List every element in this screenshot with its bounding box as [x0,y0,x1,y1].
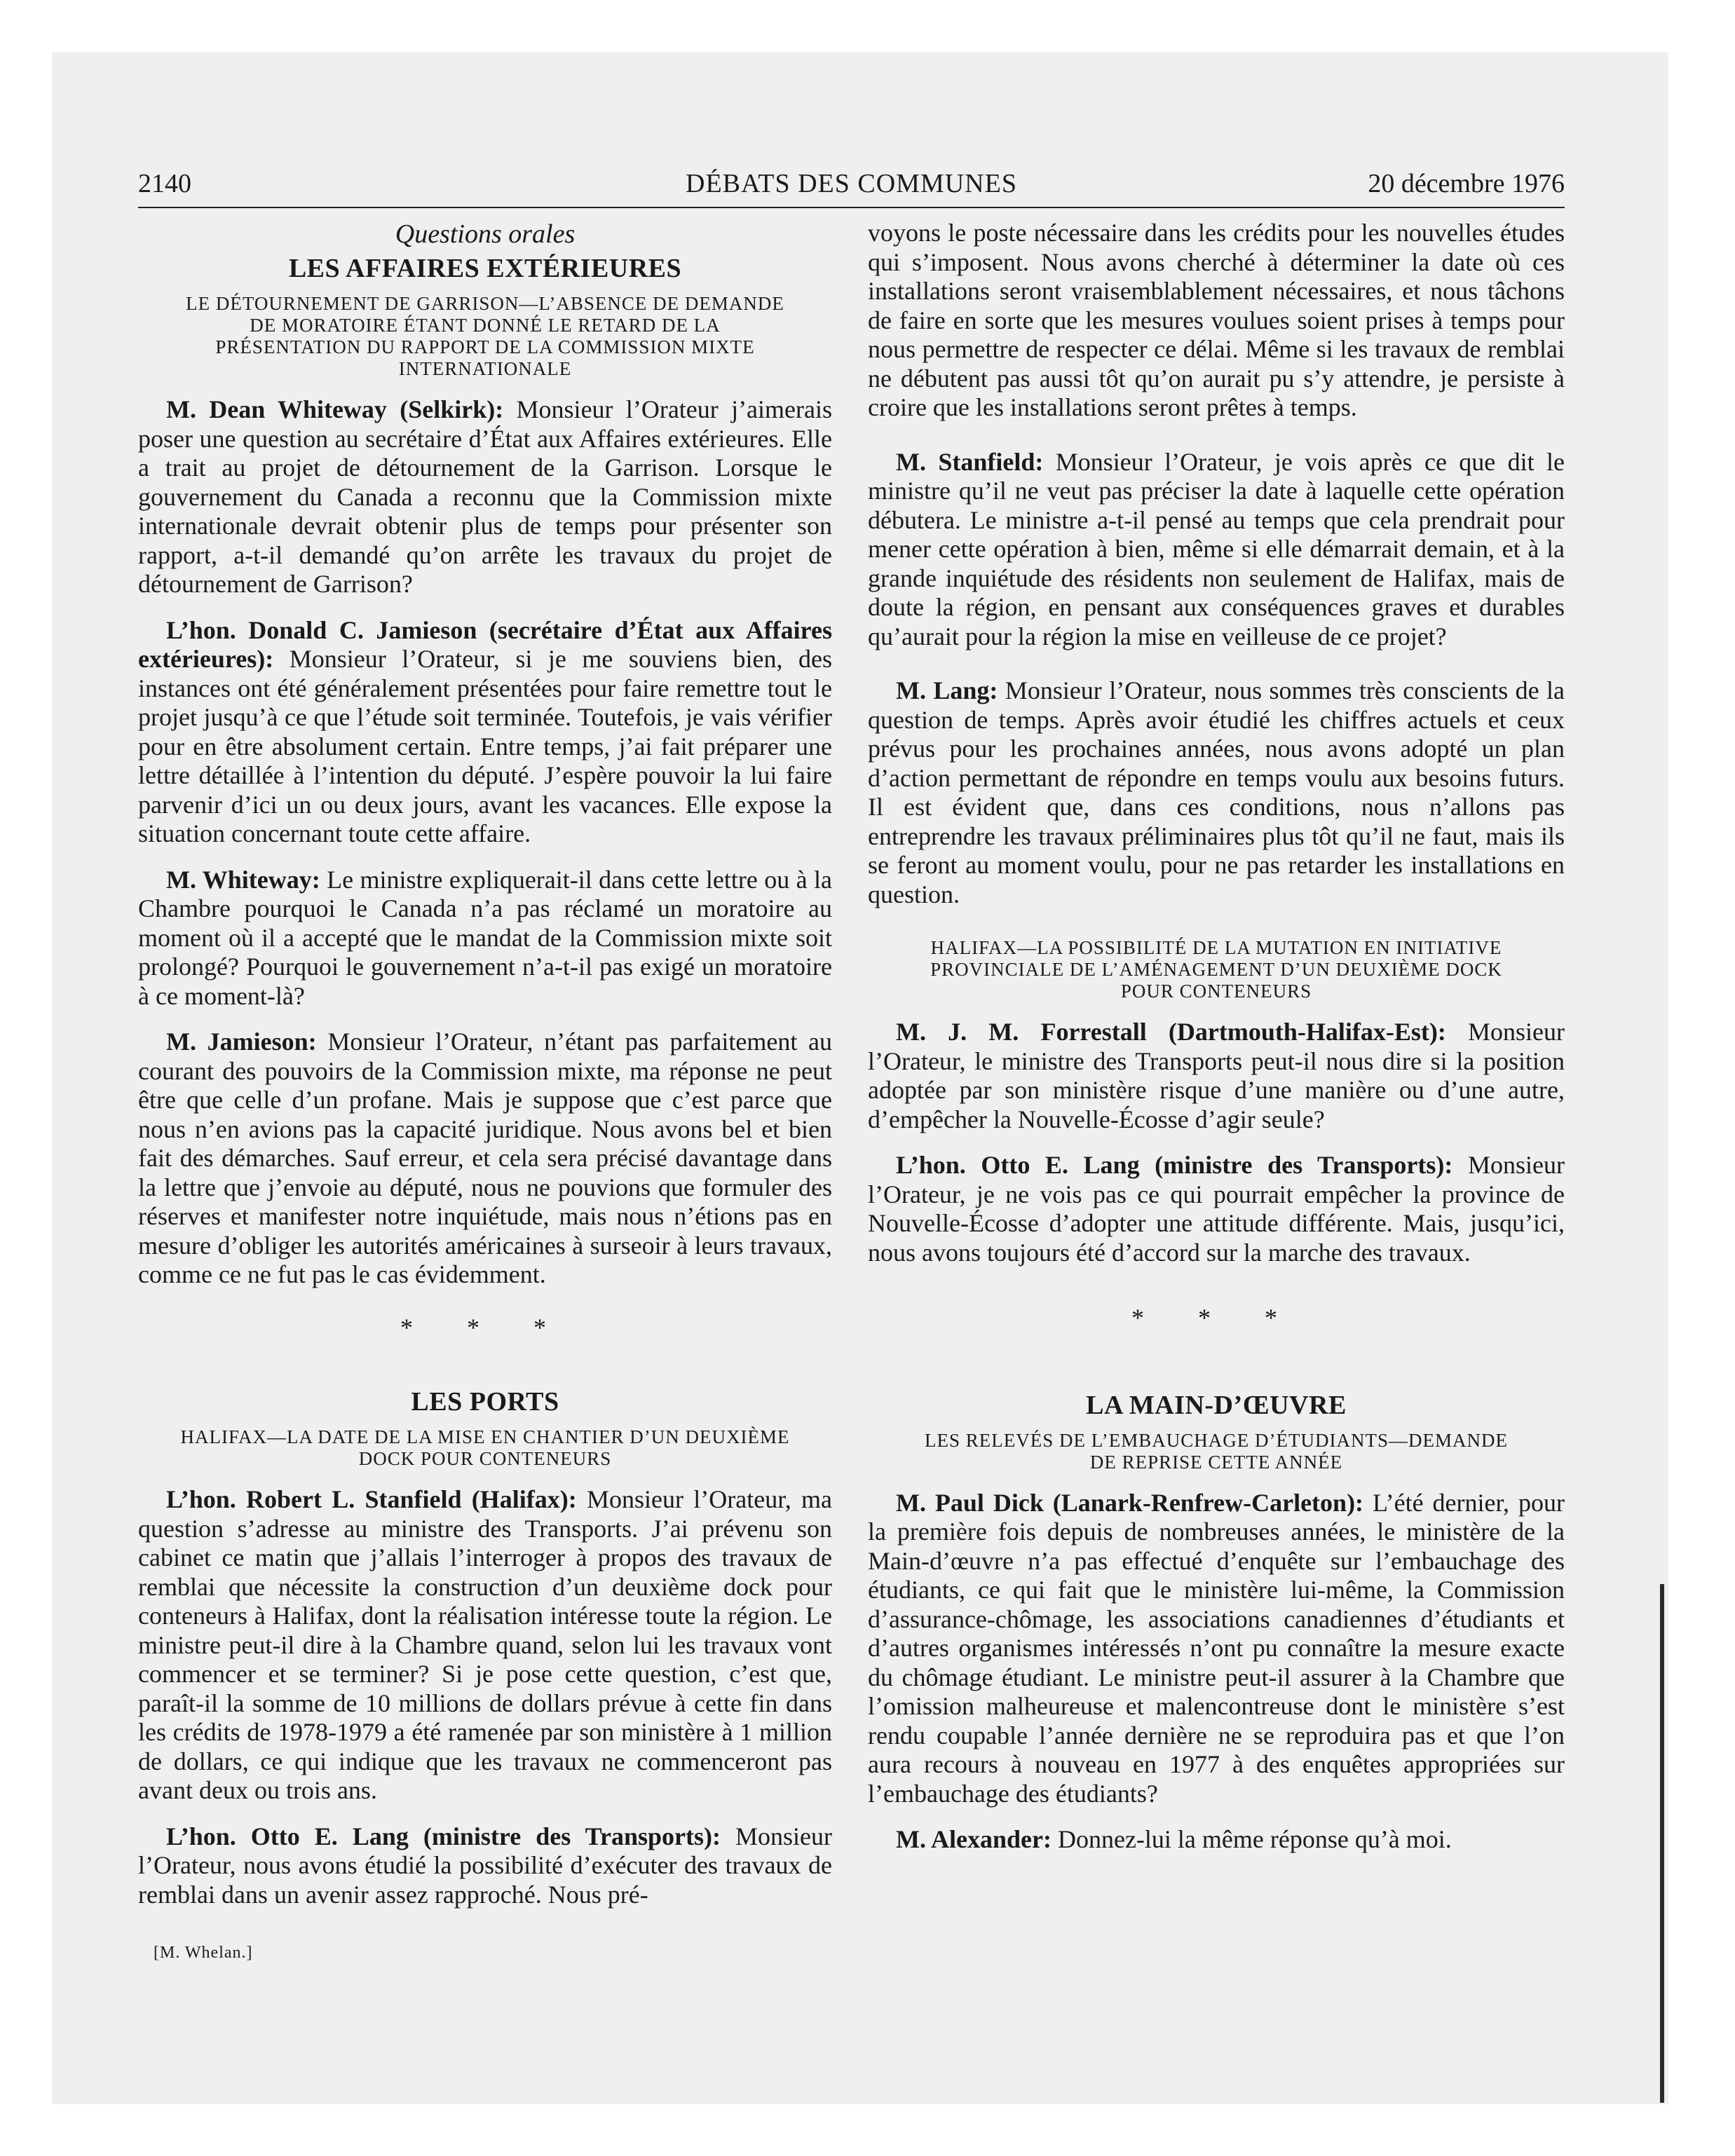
header-rule [138,207,1565,208]
speech-text: Monsieur l’Orateur, je ne vois pas ce qui pourrait empêcher la province de Nouvelle-Écosse d’adopter une attitude différente. Mais, jusqu’ici, nous avons toujours été d’accord sur la marche des travaux. [868,1151,1565,1267]
speaker-name: M. Stanfield: [896,447,1044,476]
speaker-name: M. Whiteway: [166,865,320,894]
speaker-name: L’hon. Donald C. Jamieson (secrétaire d’État aux Affaires extérieures): [138,615,832,673]
paragraph [868,1825,1565,1855]
speaker-name: L’hon. Robert L. Stanfield (Halifax): [166,1485,577,1513]
paragraph [138,1822,832,1910]
subhead-halifax-provincial: HALIFAX—LA POSSIBILITÉ DE LA MUTATION EN INITIATIVE PROVINCIALE DE L’AMÉNAGEMENT D’UN DEUXIÈME DOCK POUR CONTENEURS [930,937,1502,1002]
speech-text: L’été dernier, pour la première fois depuis de nombreuses années, le ministère de la Main-d’œuvre n’a pas effectué d’enquête sur l’embauchage des étudiants, ce qui fait que le ministère lui-même, la Commission d’assurance-chômage, les associations canadiennes d’étudiants et d’autres organismes intéressés n’ont pu connaître la mesure exacte du chômage étudiant. Le ministre peut-il assurer à la Chambre que l’omission malheureuse et malencontreuse dont le ministère s’est rendu coupable l’année dernière ne se reproduira pas et que l’on aura recours à nouveau en 1977 à des enquêtes appropriées sur l’embauchage des étudiants? [868,1488,1565,1808]
paragraph [138,395,832,599]
paragraph [868,1489,1565,1809]
speech-text: Donnez-lui la même réponse qu’à moi. [1051,1825,1452,1853]
speaker-name: M. Jamieson: [166,1028,317,1056]
speech-text: Monsieur l’Orateur, nous avons étudié la possibilité d’exécuter des travaux de remblai dans un avenir assez rapproché. Nous pré- [138,1822,832,1909]
paragraph [868,448,1565,652]
paragraph [138,1485,832,1806]
speech-text: Monsieur l’Orateur j’aimerais poser une question au secrétaire d’État aux Affaires extérieures. Elle a trait au projet de détournement de la Garrison. Lorsque le gouvernement du Canada a reconnu que la Commission mixte internationale devrait obtenir plus de temps pour présenter son rapport, a-t-il demandé qu’on arrête les travaux du projet de détournement de Garrison? [138,395,832,598]
paragraph [868,676,1565,909]
paragraph [138,866,832,1011]
subhead-embauchage: LES RELEVÉS DE L’EMBAUCHAGE D’ÉTUDIANTS—DEMANDE DE REPRISE CETTE ANNÉE [925,1429,1508,1473]
speaker-name: M. Alexander: [896,1825,1052,1853]
speaker-name: L’hon. Otto E. Lang (ministre des Transports): [166,1822,721,1850]
section-title-ports: LES PORTS [411,1387,559,1417]
section-separator: * * * [1131,1304,1301,1332]
speaker-name: L’hon. Otto E. Lang (ministre des Transports): [896,1151,1453,1179]
speech-text: voyons le poste nécessaire dans les crédits pour les nouvelles études qui s’imposent. Nous avons cherché à déterminer la date où ces installations seront vraisemblablement nécessaires, et nous tâchons de faire en sorte que les mesures voulues soient prises à temps pour nous permettre de respecter ce délai. Même si les travaux de remblai ne débutent pas aussi tôt qu’on aurait pu s’y attendre, je persiste à croire que les installations seront prêtes à temps. [868,219,1565,421]
paragraph [138,616,832,849]
section-separator: * * * [400,1313,570,1342]
page-number: 2140 [138,169,191,198]
speech-text: Monsieur l’Orateur, n’étant pas parfaitement au courant des pouvoirs de la Commission mixte, ma réponse ne peut être que celle d’un profane. Mais je suppose que c’est parce que nous n’en avions pas la capacité juridique. Nous avons bel et bien fait des démarches. Sauf erreur, et cela sera précisé davantage dans la lettre que j’envoie au député, nous ne pouvions que formuler des réserves et manifester notre inquiétude, mais nous n’étions pas en mesure d’obliger les autorités américaines à surseoir à leurs travaux, comme ce ne fut pas le cas évidemment. [138,1028,832,1288]
speaker-name: M. Lang: [896,676,998,704]
footnote: [M. Whelan.] [154,1944,253,1962]
speech-text: Monsieur l’Orateur, si je me souviens bien, des instances ont été généralement présentées pour faire remettre tout le projet jusqu’à ce que l’étude soit terminée. Toutefois, je vais vérifier pour en être absolument certain. Entre temps, j’ai fait préparer une lettre détaillée à l’intention du député. J’espère pouvoir la lui faire parvenir d’ici un ou deux jours, avant les vacances. Elle expose la situation concernant toute cette affaire. [138,645,832,847]
issue-date: 20 décembre 1976 [1368,169,1565,198]
running-header [138,168,1565,206]
section-title-affaires-exterieures: LES AFFAIRES EXTÉRIEURES [288,254,682,283]
speaker-name: M. Dean Whiteway (Selkirk): [166,395,504,423]
speech-text: Le ministre expliquerait-il dans cette lettre ou à la Chambre pourquoi le Canada n’a pas réclamé un moratoire au moment où il a accepté que le mandat de la Commission mixte soit prolongé? Pourquoi le gouvernement n’a-t-il pas exigé un moratoire à ce moment-là? [138,865,832,1010]
subhead-halifax-dock: HALIFAX—LA DATE DE LA MISE EN CHANTIER D’UN DEUXIÈME DOCK POUR CONTENEURS [180,1426,790,1469]
paragraph-continued [868,219,1565,423]
speaker-name: M. J. M. Forrestall (Dartmouth-Halifax-Est): [896,1018,1446,1046]
paragraph [138,1028,832,1290]
speech-text: Monsieur l’Orateur, ma question s’adresse au ministre des Transports. J’ai prévenu son cabinet ce matin que j’allais l’interroger à propos des travaux de remblai que nécessite la construction d’un deuxième dock pour conteneurs à Halifax, dont la réalisation intéresse toute la région. Le ministre peut-il dire à la Chambre quand, selon lui les travaux vont commencer et se terminer? Si je pose cette question, c’est que, paraît-il la somme de 10 millions de dollars prévue à cette fin dans les crédits de 1978-1979 a été ramenée par son ministère à 1 million de dollars, ce qui indique que les travaux ne commenceront pas avant deux ou trois ans. [138,1485,833,1804]
publication-title: DÉBATS DES COMMUNES [686,169,1017,198]
paragraph [868,1151,1565,1267]
speaker-name: M. Paul Dick (Lanark-Renfrew-Carleton): [896,1488,1364,1517]
subhead-garrison: LE DÉTOURNEMENT DE GARRISON—L’ABSENCE DE DEMANDE DE MORATOIRE ÉTANT DONNÉ LE RETARD DE LA PRÉSENTATION DU RAPPORT DE LA COMMISSION MIXTE INTERNATIONALE [186,293,784,379]
speech-text: Monsieur l’Orateur, je vois après ce que dit le ministre qu’il ne veut pas préciser la date à laquelle cette opération débutera. Le ministre a-t-il pensé au temps que cela prendrait pour mener cette opération à bien, même si elle démarrait demain, et à la grande inquiétude des résidents non seulement de Halifax, mais de doute la région, en pensant aux conséquences graves et durables qu’aurait pour la région la mise en veilleuse de ce projet? [868,447,1565,650]
speech-text: Monsieur l’Orateur, le ministre des Transports peut-il nous dire si la position adoptée par son ministère risque d’une manière ou d’une autre, d’empêcher la Nouvelle-Écosse d’agir seule? [868,1018,1565,1133]
section-kicker: Questions orales [395,219,576,249]
right-column [868,219,1565,1855]
speech-text: Monsieur l’Orateur, nous sommes très conscients de la question de temps. Après avoir étudié les chiffres actuels et ceux prévus pour les prochaines années, nous avons adopté un plan d’action permettant de répondre en temps voulu aux besoins futurs. Il est évident que, dans ces conditions, nous n’allons pas entreprendre les travaux préliminaires plus tôt qu’il ne faut, mais ils se feront au moment voulu, pour ne pas retarder les installations en question. [868,676,1565,908]
paragraph [868,1018,1565,1134]
left-column [138,219,832,1968]
section-title-main-doeuvre: LA MAIN-D’ŒUVRE [1086,1390,1347,1420]
